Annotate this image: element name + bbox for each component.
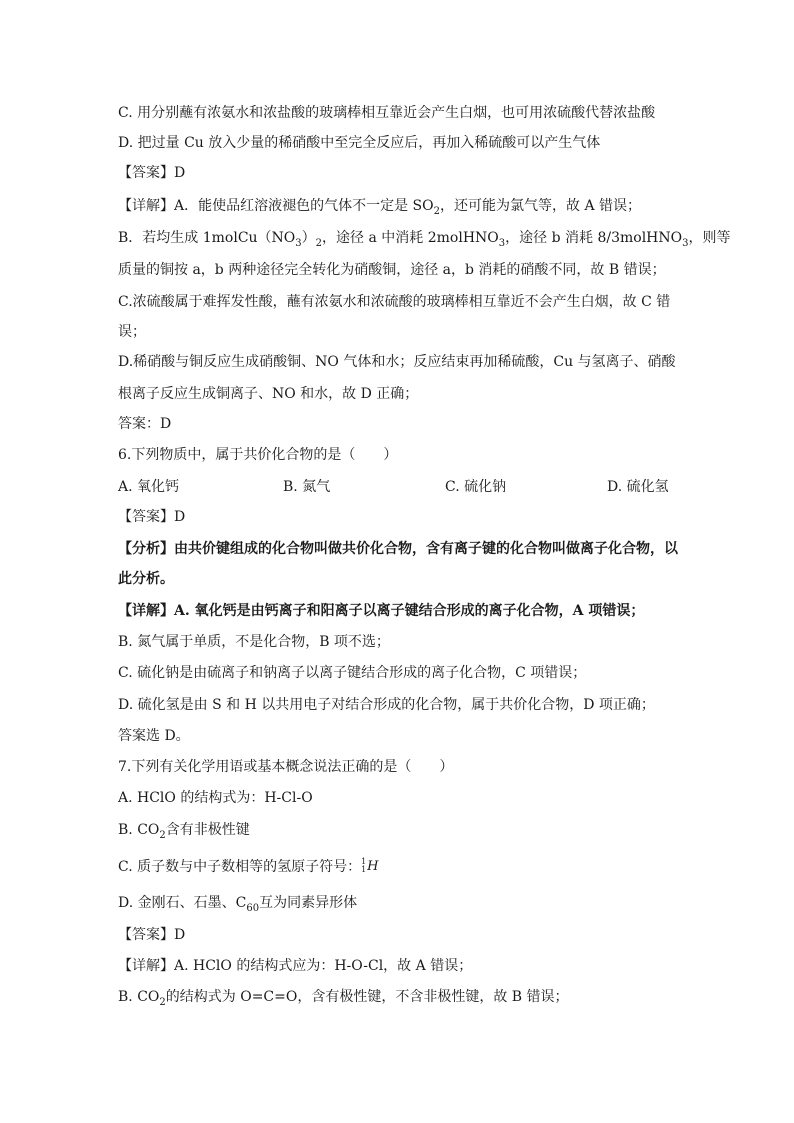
- q5-detail-c: C.浓硫酸属于难挥发性酸，蘸有浓氨水和浓硫酸的玻璃棒相互靠近不会产生白烟，故 C 错: [118, 294, 671, 310]
- q6-detail-a: 【详解】A. 氧化钙是由钙离子和阳离子以离子键结合形成的离子化合物，A 项错误；: [118, 603, 645, 619]
- q7-option-a: A. HClO 的结构式为：H-Cl-O: [118, 790, 313, 806]
- q5-option-c: C. 用分别蘸有浓氨水和浓盐酸的玻璃棒相互靠近会产生白烟，也可用浓硫酸代替浓盐酸: [118, 105, 656, 121]
- q7-detail-a: 【详解】A. HClO 的结构式应为：H-O-Cl，故 A 错误；: [118, 958, 473, 974]
- q6-analysis-line2: 此分析。: [118, 571, 174, 587]
- q7-option-d: D. 金刚石、石墨、$C_{60}$互为同素异形体: [118, 895, 358, 914]
- q6-option-c: C. 硫化钠: [445, 479, 507, 495]
- q5-final-answer: 答案：D: [118, 416, 172, 432]
- q5-detail-d-line2: 根离子反应生成铜离子、NO 和水，故 D 正确；: [118, 386, 419, 402]
- q7-detail-b: B. $CO_2$的结构式为 O=C=O，含有极性键，不含非极性键，故 B 错误；: [118, 989, 569, 1008]
- q6-detail-c: C. 硫化钠是由硫离子和钠离子以离子键结合形成的离子化合物，C 项错误；: [118, 665, 587, 681]
- q6-answer: 【答案】D: [118, 509, 186, 525]
- q6-analysis: 【分析】由共价键组成的化合物叫做共价化合物，含有离子键的化合物叫做离子化合物，以: [118, 541, 678, 557]
- q6-final-answer: 答案选 D。: [118, 728, 190, 744]
- q6-option-b: B. 氮气: [283, 479, 331, 495]
- q6-options: [118, 477, 684, 497]
- q5-detail-b: B．若均生成 $1molCu(NO_3)_2$，途径 a 中消耗 2molHNO$_3$，途径 b 消耗 8/3molHNO$_3$，则等: [118, 230, 731, 249]
- q6-stem: 6.下列物质中，属于共价化合物的是（ ）: [118, 447, 398, 463]
- q5-detail-a: 【详解】A．能使品红溶液褪色的气体不一定是 $SO_2$，还可能为氯气等，故 A 错误；: [118, 198, 642, 217]
- q6-detail-d: D. 硫化氢是由 S 和 H 以共用电子对结合形成的化合物，属于共价化合物，D 项正确；: [118, 697, 655, 713]
- q6-option-d: D. 硫化氢: [607, 479, 669, 495]
- q5-detail-c-line2: 误；: [118, 324, 146, 340]
- q5-option-d: D. 把过量 Cu 放入少量的稀硝酸中至完全反应后，再加入稀硫酸可以产生气体: [118, 135, 601, 151]
- q6-option-a: A. 氧化钙: [118, 479, 180, 495]
- q7-stem: 7.下列有关化学用语或基本概念说法正确的是（ ）: [118, 759, 454, 775]
- q7-answer: 【答案】D: [118, 927, 186, 943]
- q7-option-c: C. 质子数与中子数相等的氢原子符号： 1 1 H: [118, 857, 379, 875]
- hydrogen-isotope-symbol: 1 1 H: [361, 857, 379, 874]
- q6-detail-b: B. 氮气属于单质，不是化合物，B 项不选；: [118, 634, 390, 650]
- q7-option-b: B. $CO_2$含有非极性键: [118, 822, 250, 841]
- q5-detail-b-line2: 质量的铜按 a，b 两种途径完全转化为硝酸铜，途径 a，b 消耗的硝酸不同，故 B 错误；: [118, 262, 666, 278]
- q5-answer: 【答案】D: [118, 165, 186, 181]
- q5-detail-d: D.稀硝酸与铜反应生成硝酸铜、NO 气体和水；反应结束再加稀硫酸，Cu 与氢离子、硝酸: [118, 354, 676, 370]
